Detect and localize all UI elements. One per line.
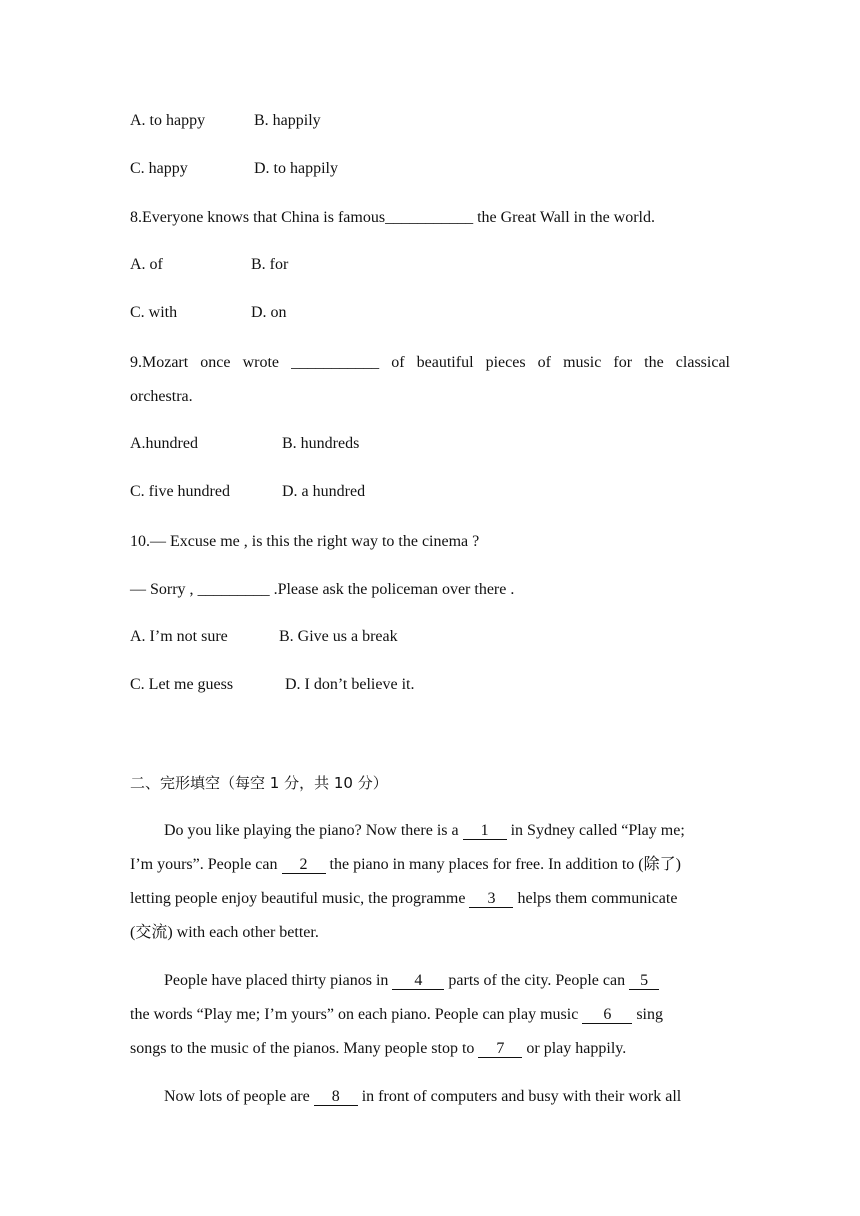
q10-option-c: C. Let me guess: [130, 676, 234, 693]
p1-l1-text-b: in Sydney called “Play me;: [506, 822, 685, 839]
q10-option-d: D. I don’t believe it.: [285, 676, 415, 693]
blank-4: 4: [392, 972, 444, 990]
q10-option-b: B. Give us a break: [279, 628, 398, 645]
q7-option-d: D. to happily: [254, 160, 338, 177]
p1-line2: [130, 855, 730, 875]
blank-5: 5: [629, 972, 659, 990]
q9-blank: ___________: [291, 354, 380, 371]
q7-option-b: B. happily: [254, 112, 321, 129]
q9-option-d: D. a hundred: [282, 483, 366, 500]
q8-stem-after: the Great Wall in the world.: [473, 209, 655, 226]
p1-l2-text-a: I’m yours”. People can: [130, 856, 282, 873]
q9-stem-after: of beautiful pieces of music for the classical: [391, 354, 730, 371]
q10-line2-after: .Please ask the policeman over there .: [269, 581, 515, 598]
p1-line4: (交流) with each other better.: [130, 924, 319, 941]
q8-option-b: B. for: [251, 256, 289, 273]
p2-l3-text-b: or play happily.: [522, 1040, 627, 1057]
p2-l1-text-a: People have placed thirty pianos in: [164, 972, 393, 989]
q9-option-c: C. five hundred: [130, 483, 230, 500]
blank-7: 7: [478, 1040, 522, 1058]
blank-1: 1: [463, 822, 507, 840]
q8-option-a: A. of: [130, 256, 163, 273]
p3-l1-text-b: in front of computers and busy with their work all: [357, 1088, 682, 1105]
p1-l3-text-a: letting people enjoy beautiful music, the programme: [130, 890, 470, 907]
section-heading: 二、完形填空（每空 1 分，共 10 分）: [130, 774, 388, 792]
blank-6: 6: [582, 1006, 632, 1024]
p2-l2-text-b: sing: [632, 1006, 663, 1023]
p2-line1: [164, 971, 730, 991]
q8-option-c: C. with: [130, 304, 178, 321]
p2-l1-text-b: parts of the city. People can: [444, 972, 630, 989]
q9-stem-line2: orchestra.: [130, 388, 193, 405]
q8-stem: [130, 208, 730, 228]
p2-line3: [130, 1039, 730, 1059]
q7-option-a: A. to happy: [130, 112, 206, 129]
q10-line2-before: — Sorry ,: [130, 581, 198, 598]
blank-3: 3: [469, 890, 513, 908]
q9-stem-before: 9.Mozart once wrote: [130, 354, 280, 371]
p1-line1: [164, 821, 730, 841]
q10-option-a: A. I’m not sure: [130, 628, 228, 645]
p1-l1-text-a: Do you like playing the piano? Now there is a: [164, 822, 463, 839]
q10-line2: [130, 580, 730, 600]
q9-option-b: B. hundreds: [282, 435, 360, 452]
q8-stem-before: 8.Everyone knows that China is famous: [130, 209, 386, 226]
q8-blank: ___________: [385, 209, 474, 226]
p3-line1: [164, 1087, 730, 1107]
q7-option-c: C. happy: [130, 160, 188, 177]
q10-blank: _________: [197, 581, 270, 598]
q10-line1: 10.— Excuse me , is this the right way to the cinema ?: [130, 533, 480, 550]
q8-option-d: D. on: [251, 304, 287, 321]
p2-l3-text-a: songs to the music of the pianos. Many people stop to: [130, 1040, 479, 1057]
q9-stem-line1: [130, 353, 730, 373]
blank-8: 8: [314, 1088, 358, 1106]
p3-l1-text-a: Now lots of people are: [164, 1088, 314, 1105]
p2-l2-text-a: the words “Play me; I’m yours” on each piano. People can play music: [130, 1006, 583, 1023]
blank-2: 2: [282, 856, 326, 874]
p1-l2-text-b: the piano in many places for free. In addition to (除了): [325, 856, 681, 873]
p1-line3: [130, 889, 730, 909]
q9-option-a: A.hundred: [130, 435, 198, 452]
p1-l3-text-b: helps them communicate: [513, 890, 678, 907]
p2-line2: [130, 1005, 730, 1025]
